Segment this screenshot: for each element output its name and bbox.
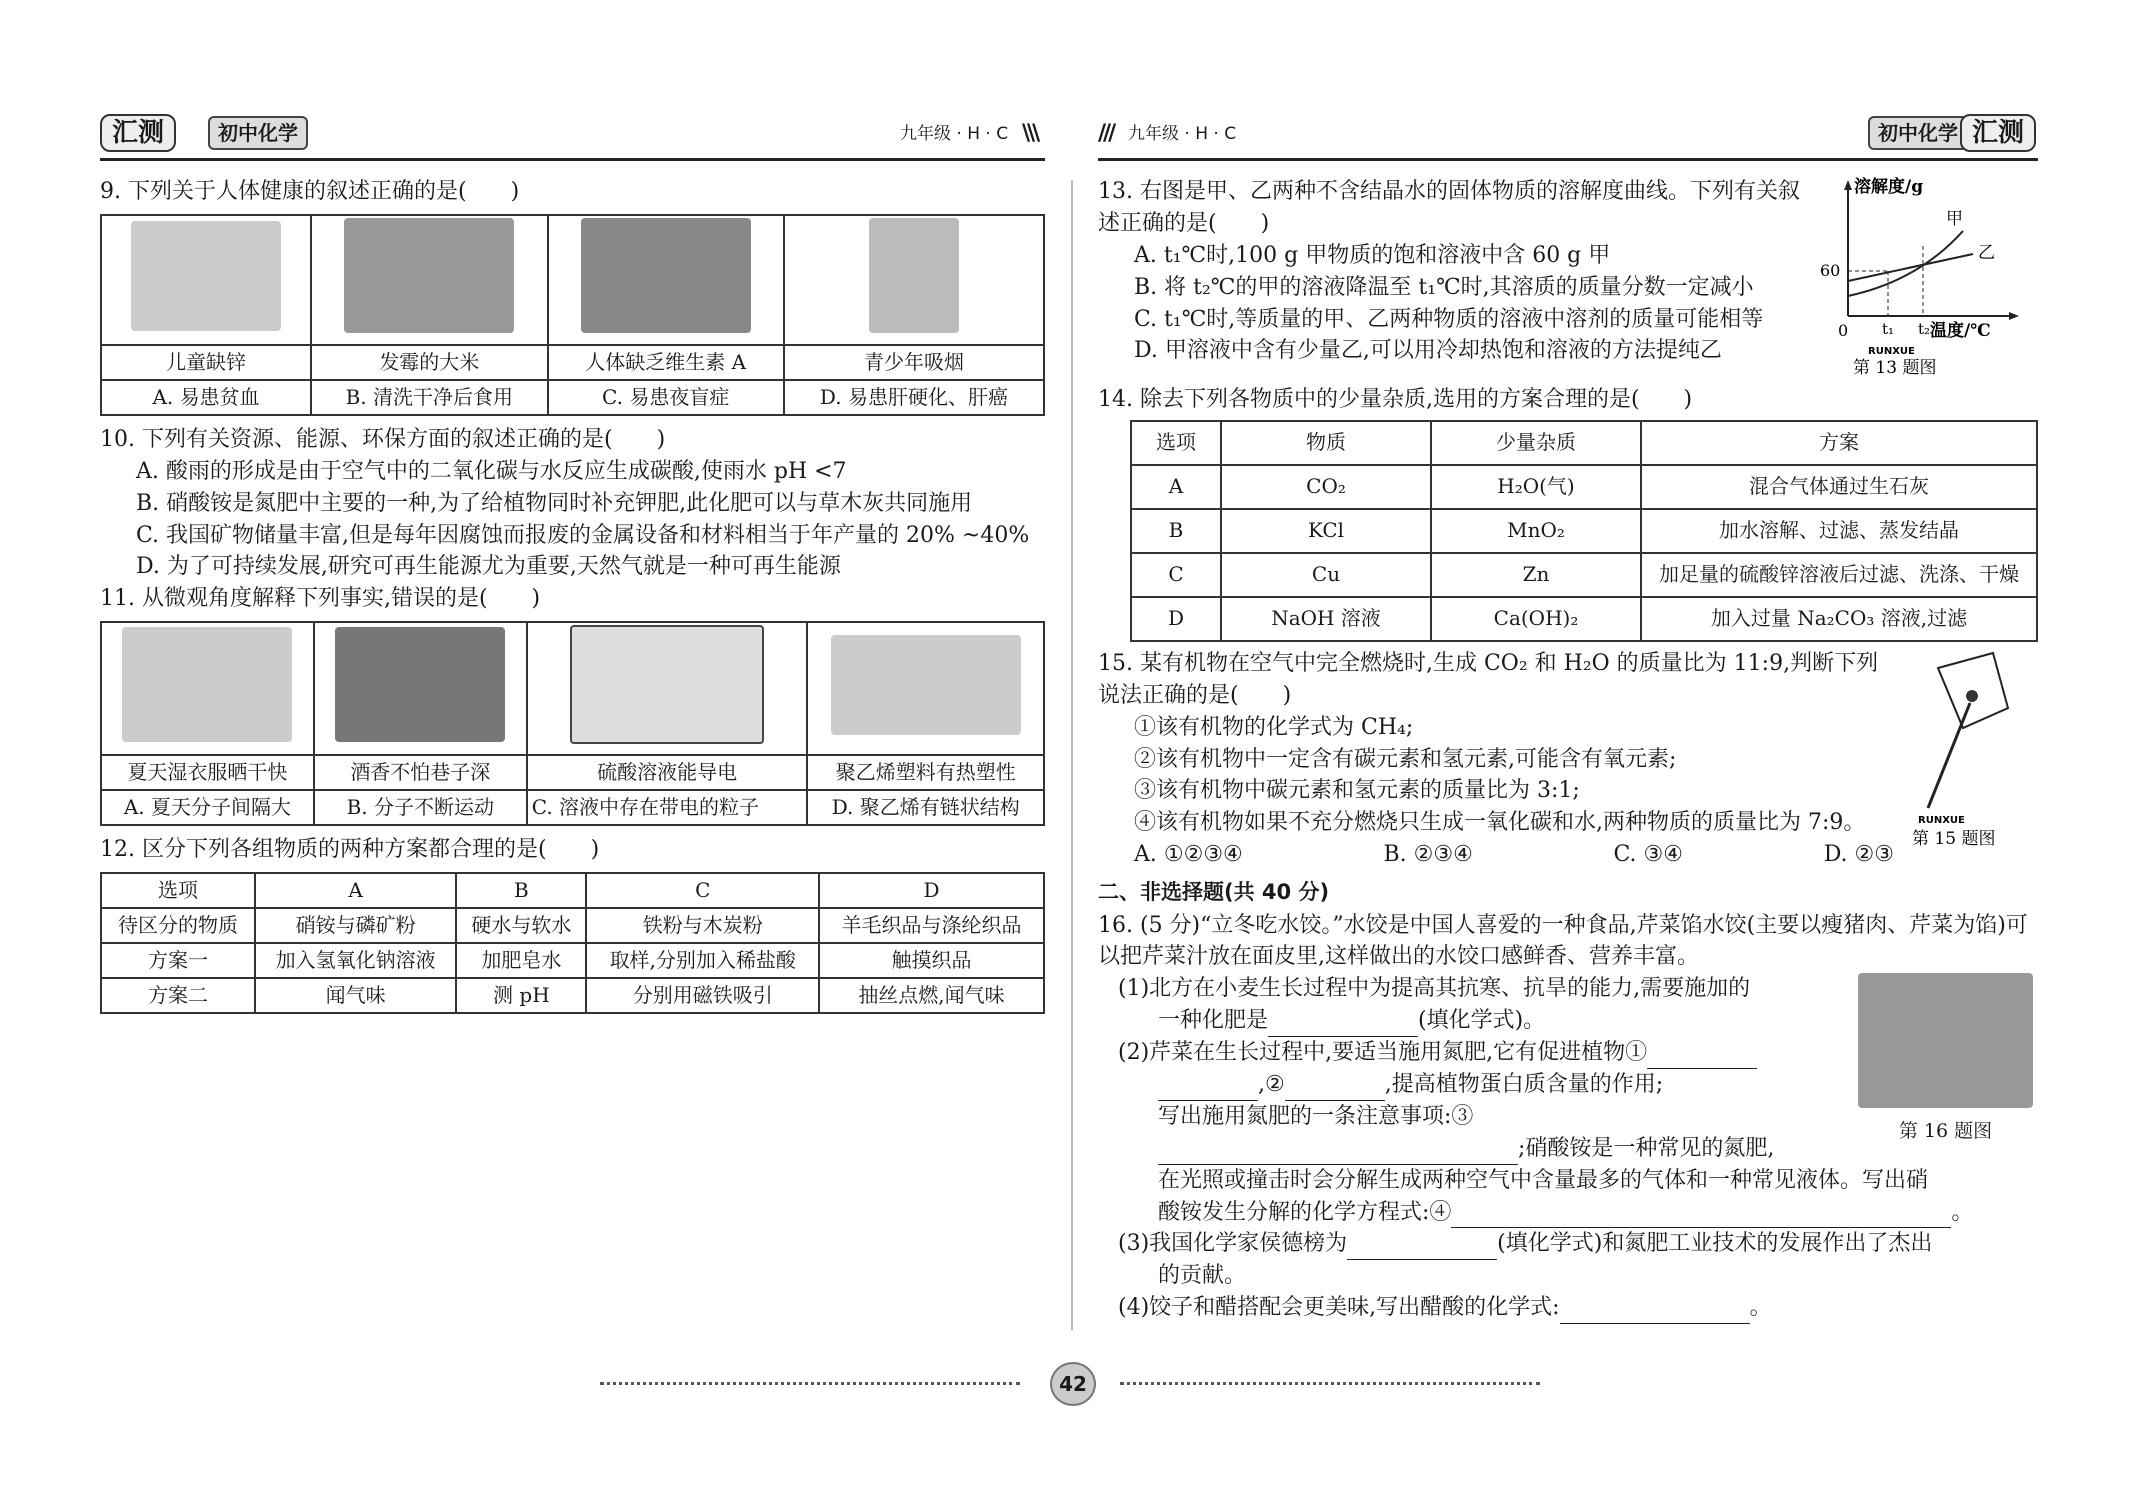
footer-dots: [1120, 1382, 1540, 1385]
q16-stem: 16. (5 分)“立冬吃水饺。”水饺是中国人喜爱的一种食品,芹菜馅水饺(主要以瘦猪肉、芹菜为馅)可以把芹菜汁放在面皮里,这样做出的水饺口感鲜香、营养丰富。: [1098, 912, 2028, 970]
q11-caption: 酒香不怕巷子深: [314, 755, 527, 790]
label-yi: 乙: [1978, 243, 1995, 263]
q15-option: D. ②③: [1823, 842, 1894, 868]
answer-blank[interactable]: [1451, 1205, 1951, 1228]
q9-option: C. 易患夜盲症: [548, 380, 784, 415]
q15-item: ④该有机物如果不充分燃烧只生成一氧化碳和水,两种物质的质量比为 7:9。: [1134, 810, 1866, 836]
header-left: [100, 108, 1045, 161]
answer-blank[interactable]: [1647, 1046, 1757, 1069]
subject-label: 初中化学: [208, 116, 308, 150]
answer-blank[interactable]: [1560, 1301, 1750, 1324]
q16-part4: (4)饺子和醋搭配会更美味,写出醋酸的化学式: 。: [1118, 1292, 2038, 1324]
header-right: [1098, 108, 2038, 161]
q12-header: D: [819, 873, 1044, 908]
q10-option-b: B. 硝酸铵是氮肥中主要的一种,为了给植物同时补充钾肥,此化肥可以与草木灰共同施用: [136, 490, 973, 516]
q11-caption: 硫酸溶液能导电: [527, 755, 808, 790]
q14-header: 方案: [1641, 421, 2037, 465]
q14-cell: 加足量的硫酸锌溶液后过滤、洗涤、干燥: [1641, 553, 2037, 597]
q16-part3-line2: 的贡献。: [1158, 1263, 1247, 1289]
grade-label: 九年级 · H · C: [1128, 124, 1237, 144]
q9-pic-child-zinc: [101, 215, 311, 345]
q11-option: A. 夏天分子间隔大: [101, 790, 314, 825]
vitamin-food-image-icon: [581, 218, 751, 333]
q11-caption: 聚乙烯塑料有热塑性: [807, 755, 1044, 790]
q12-header: C: [586, 873, 819, 908]
q14-cell: A: [1131, 465, 1221, 509]
subject-label: 初中化学: [1868, 116, 1968, 150]
column-divider: [1071, 180, 1073, 1330]
q9-pic-smoking: [784, 215, 1044, 345]
q14-cell: 加水溶解、过滤、蒸发结晶: [1641, 509, 2037, 553]
q14-header: 物质: [1221, 421, 1431, 465]
q16-text: ;硝酸铵是一种常见的氮肥,: [1518, 1135, 1775, 1161]
q11-table: [100, 621, 1045, 826]
q14-table: [1130, 420, 2038, 642]
q9-option: A. 易患贫血: [101, 380, 311, 415]
answer-blank[interactable]: [1347, 1237, 1497, 1260]
y-axis-arrow-icon: [1844, 180, 1852, 190]
q9-option: D. 易患肝硬化、肝癌: [784, 380, 1044, 415]
q16-text: (2)芹菜在生长过程中,要适当施用氮肥,它有促进植物①: [1118, 1040, 1648, 1066]
q14-cell: C: [1131, 553, 1221, 597]
q15-option: C. ③④: [1613, 842, 1683, 868]
combustion-figure: [1908, 648, 2028, 848]
q12-cell: 分别用磁铁吸引: [586, 978, 819, 1013]
q14-cell: 加入过量 Na₂CO₃ 溶液,过滤: [1641, 597, 2037, 641]
q12-cell: 取样,分别加入稀盐酸: [586, 943, 819, 978]
answer-blank[interactable]: [1158, 1078, 1258, 1101]
flame-icon: [1966, 690, 1978, 702]
q10-option-a: A. 酸雨的形成是由于空气中的二氧化碳与水反应生成碳酸,使雨水 pH <7: [136, 458, 847, 484]
q12-cell: 铁粉与木炭粉: [586, 908, 819, 943]
q10-option-c: C. 我国矿物储量丰富,但是每年因腐蚀而报废的金属设备和材料相当于年产量的 20% ~40%: [136, 522, 1030, 548]
figure-caption: 第 15 题图: [1912, 828, 1996, 848]
q14-cell: H₂O(气): [1431, 465, 1641, 509]
q11-caption: 夏天湿衣服晒干快: [101, 755, 314, 790]
dumplings-image-icon: [1858, 973, 2033, 1108]
q9-caption: 人体缺乏维生素 A: [548, 345, 784, 380]
q12-table: [100, 872, 1045, 1014]
q16-text: 酸铵发生分解的化学方程式:④: [1158, 1199, 1452, 1225]
q15-stem: 15. 某有机物在空气中完全燃烧时,生成 CO₂ 和 H₂O 的质量比为 11:9,判断下列说法正确的是( ): [1098, 650, 1879, 708]
q11-stem: 11. 从微观角度解释下列事实,错误的是( ): [100, 586, 541, 612]
q14-cell: Cu: [1221, 553, 1431, 597]
q13-option-a: A. t₁℃时,100 g 甲物质的饱和溶液中含 60 g 甲: [1134, 242, 1611, 268]
smoking-image-icon: [869, 218, 959, 333]
q12-cell: 闻气味: [255, 978, 456, 1013]
q14-cell: D: [1131, 597, 1221, 641]
q15-item: ②该有机物中一定含有碳元素和氢元素,可能含有氧元素;: [1134, 746, 1677, 772]
q11-option: C. 溶液中存在带电的粒子: [527, 790, 808, 825]
brand-mark: RUNXUE: [1868, 346, 1915, 357]
page-footer: [600, 1362, 1540, 1402]
q12-cell: 方案二: [101, 978, 255, 1013]
brand-logo: 汇测: [1960, 114, 2036, 152]
q16-part2-line2: [1158, 1069, 1818, 1101]
tick-60: 60: [1820, 261, 1841, 280]
q9-pic-vitamin: [548, 215, 784, 345]
q10-option-d: D. 为了可持续发展,研究可再生能源尤为重要,天然气就是一种可再生能源: [136, 554, 841, 580]
q14-cell: NaOH 溶液: [1221, 597, 1431, 641]
laundry-image-icon: [122, 627, 292, 742]
curve-jia: [1848, 231, 1963, 296]
label-jia: 甲: [1946, 209, 1963, 229]
q16-part2-line4: [1158, 1133, 1818, 1165]
q16-part2-line6: 酸铵发生分解的化学方程式:④ 。: [1158, 1197, 2038, 1229]
q12-cell: 触摸织品: [819, 943, 1044, 978]
q16-text: ,提高植物蛋白质含量的作用;: [1384, 1072, 1664, 1098]
circuit-diagram-icon: [570, 625, 764, 744]
q14-cell: MnO₂: [1431, 509, 1641, 553]
q16-part2-line5: 在光照或撞击时会分解生成两种空气中含量最多的气体和一种常见液体。写出硝: [1158, 1167, 1929, 1193]
child-doctor-image-icon: [131, 221, 281, 331]
grade-label: 九年级 · H · C: [900, 124, 1009, 144]
q9-pic-moldy-rice: [311, 215, 547, 345]
q9-caption: 发霉的大米: [311, 345, 547, 380]
q12-header: B: [456, 873, 586, 908]
left-column: [100, 176, 1045, 1014]
q13-option-b: B. 将 t₂℃的甲的溶液降温至 t₁℃时,其溶质的质量分数一定减小: [1134, 274, 1754, 300]
q16-part1: (1)北方在小麦生长过程中为提高其抗寒、抗旱的能力,需要施加的: [1118, 976, 1751, 1002]
dumplings-figure: [1858, 973, 2033, 1145]
section-title: 二、非选择题(共 40 分): [1098, 880, 1330, 905]
q16-part2-line3: 写出施用氮肥的一条注意事项:③: [1158, 1103, 1474, 1129]
alley-image-icon: [335, 627, 505, 742]
x-axis-label: 温度/℃: [1930, 321, 1991, 341]
q12-cell: 硝铵与磷矿粉: [255, 908, 456, 943]
q14-cell: 混合气体通过生石灰: [1641, 465, 2037, 509]
q12-cell: 加肥皂水: [456, 943, 586, 978]
answer-blank[interactable]: [1285, 1078, 1385, 1101]
footer-dots: [600, 1382, 1020, 1385]
origin-label: 0: [1838, 321, 1849, 340]
q9-caption: 青少年吸烟: [784, 345, 1044, 380]
q14-cell: KCl: [1221, 509, 1431, 553]
q16-text: (填化学式)。: [1418, 1008, 1546, 1034]
q11-pic-alley: [314, 622, 527, 755]
q9-caption: 儿童缺锌: [101, 345, 311, 380]
slash-decoration-icon: ///: [1098, 121, 1114, 146]
q12-cell: 待区分的物质: [101, 908, 255, 943]
moldy-rice-image-icon: [344, 218, 514, 333]
page-number: 42: [1050, 1362, 1096, 1406]
right-column: [1098, 176, 2038, 1324]
q16-part1-line2: [1158, 1005, 1818, 1037]
q15-option: B. ②③④: [1383, 842, 1473, 868]
figure-caption: 第 16 题图: [1898, 1120, 1993, 1143]
q11-option: B. 分子不断运动: [314, 790, 527, 825]
q12-header: 选项: [101, 873, 255, 908]
polymer-chain-image-icon: [831, 635, 1021, 735]
q15-item: ①该有机物的化学式为 CH₄;: [1134, 714, 1414, 740]
q16-text: 一种化肥是: [1158, 1008, 1269, 1034]
q12-cell: 加入氢氧化钠溶液: [255, 943, 456, 978]
q14-cell: CO₂: [1221, 465, 1431, 509]
q10-stem: 10. 下列有关资源、能源、环保方面的叙述正确的是( ): [100, 426, 666, 452]
q15-option: A. ①②③④: [1134, 842, 1243, 868]
q16-text: (4)饺子和醋搭配会更美味,写出醋酸的化学式:: [1118, 1295, 1560, 1321]
tick-t2: t₂: [1918, 320, 1931, 338]
x-axis-arrow-icon: [2009, 312, 2019, 320]
q13-option-c: C. t₁℃时,等质量的甲、乙两种物质的溶液中溶剂的质量可能相等: [1134, 306, 1764, 332]
q12-cell: 硬水与软水: [456, 908, 586, 943]
curve-yi: [1848, 254, 1973, 281]
q16-text: (3)我国化学家侯德榜为: [1118, 1231, 1348, 1257]
tick-t1: t₁: [1882, 320, 1895, 338]
q14-stem: 14. 除去下列各物质中的少量杂质,选用的方案合理的是( ): [1098, 387, 1693, 412]
q11-pic-circuit: [527, 622, 808, 755]
figure-caption: 第 13 题图: [1853, 358, 1937, 376]
combustion-spoon-icon: [1928, 703, 1970, 808]
q15-item: ③该有机物中碳元素和氢元素的质量比为 3:1;: [1134, 778, 1580, 804]
q13-option-d: D. 甲溶液中含有少量乙,可以用冷却热饱和溶液的方法提纯乙: [1134, 338, 1722, 364]
q13-stem: 13. 右图是甲、乙两种不含结晶水的固体物质的溶解度曲线。下列有关叙述正确的是( ): [1098, 179, 1800, 236]
q16-part2: [1118, 1037, 1818, 1069]
q16-text: ,②: [1258, 1072, 1285, 1098]
answer-blank[interactable]: [1268, 1014, 1418, 1037]
q16-text: (填化学式)和氮肥工业技术的发展作出了杰出: [1497, 1231, 1933, 1257]
q12-stem: 12. 区分下列各组物质的两种方案都合理的是( ): [100, 837, 600, 863]
q9-stem: 9. 下列关于人体健康的叙述正确的是( ): [100, 179, 520, 204]
slash-decoration-icon: \\\: [1022, 121, 1038, 146]
q14-header: 选项: [1131, 421, 1221, 465]
q12-cell: 抽丝点燃,闻气味: [819, 978, 1044, 1013]
brand-logo: 汇测: [100, 114, 176, 152]
q11-pic-laundry: [101, 622, 314, 755]
q14-cell: B: [1131, 509, 1221, 553]
q11-pic-polymer: [807, 622, 1044, 755]
solubility-curve-figure: [1818, 176, 2033, 376]
y-axis-label: 溶解度/g: [1854, 177, 1924, 197]
q12-header: A: [255, 873, 456, 908]
brand-mark: RUNXUE: [1918, 814, 1965, 826]
q12-cell: 测 pH: [456, 978, 586, 1013]
q11-option: D. 聚乙烯有链状结构: [807, 790, 1044, 825]
q9-table: [100, 214, 1045, 416]
q14-cell: Zn: [1431, 553, 1641, 597]
q14-header: 少量杂质: [1431, 421, 1641, 465]
q16-part3: [1118, 1228, 2038, 1260]
q14-cell: Ca(OH)₂: [1431, 597, 1641, 641]
q12-cell: 羊毛织品与涤纶织品: [819, 908, 1044, 943]
answer-blank[interactable]: [1158, 1142, 1518, 1165]
q12-cell: 方案一: [101, 943, 255, 978]
q9-option: B. 清洗干净后食用: [311, 380, 547, 415]
